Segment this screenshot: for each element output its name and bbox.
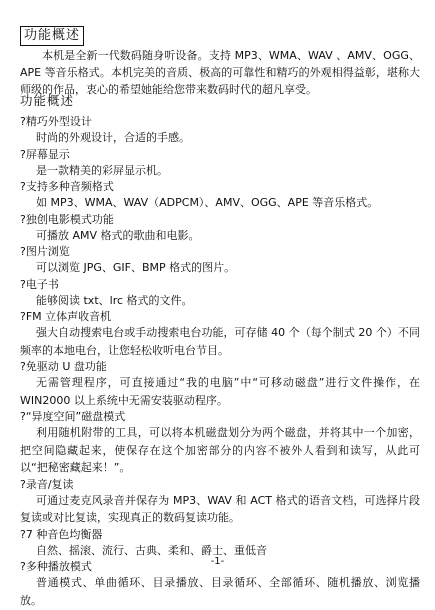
feature-description: 可通过麦克风录音并保存为 MP3、WAV 和 ACT 格式的语音文档，可选择片段复读或对比复读，实现真正的数码复读功能。 [20, 493, 420, 524]
feature-description: 可以浏览 JPG、GIF、BMP 格式的图片。 [36, 261, 236, 274]
feature-description: 是一款精美的彩屏显示机。 [36, 163, 168, 177]
feature-description: 无需管理程序，可直接通过“我的电脑”中“可移动磁盘”进行文件操作，在 WIN2000 以上系统中无需安装驱动程序。 [20, 376, 420, 407]
feature-item [20, 180, 420, 212]
feature-title: ?独创电影模式功能 [20, 212, 114, 226]
feature-item [20, 410, 420, 477]
feature-item [20, 478, 420, 527]
feature-item [20, 528, 420, 560]
feature-title: ?“异度空间”磁盘模式 [20, 410, 126, 423]
feature-description: 自然、摇滚、流行、古典、柔和、爵士、重低音 [36, 543, 267, 557]
feature-title: ?屏幕显示 [20, 147, 70, 161]
feature-item [20, 245, 420, 277]
feature-title: ?7 种音色均衡器 [20, 527, 103, 541]
page-number: -1- [210, 556, 225, 567]
feature-title: ?图片浏览 [20, 245, 70, 258]
feature-item [20, 360, 420, 409]
feature-title: ?录音/复读 [20, 477, 74, 491]
feature-item [20, 148, 420, 180]
feature-description: 普通模式、单曲循环、目录播放、目录循环、全部循环、随机播放、浏览播放。 [20, 576, 420, 607]
feature-title: ?电子书 [20, 277, 59, 291]
feature-description: 可播放 AMV 格式的歌曲和电影。 [36, 228, 200, 242]
intro-paragraph: 本机是全新一代数码随身听设备。支持 MP3、WMA、WAV 、AMV、OGG、APE 等音乐格式。本机完美的音质、极高的可靠性和精巧的外观相得益彰，堪称大师级的作品，衷心的希望她能给您带来数码时代的超凡享受。 [20, 49, 420, 96]
feature-title: ?支持多种音频格式 [20, 180, 114, 193]
section-title: 功能概述 [20, 26, 84, 46]
feature-item [20, 310, 420, 359]
feature-description: 如 MP3、WMA、WAV（ADPCM）、AMV、OGG、APE 等音乐格式。 [36, 196, 379, 209]
feature-title: ?精巧外型设计 [20, 115, 92, 128]
feature-title: ?免驱动 U 盘功能 [20, 360, 107, 373]
feature-list [20, 115, 420, 610]
feature-title: ?多种播放模式 [20, 560, 92, 573]
feature-item [20, 278, 420, 310]
feature-item [20, 213, 420, 245]
feature-description: 利用随机附带的工具，可以将本机磁盘划分为两个磁盘，并将其中一个加密，把空间隐藏起来，使保存在这个加密部分的内容不被外人看到和读写，从此可以“把秘密藏起来！”。 [20, 426, 420, 474]
feature-description: 时尚的外观设计，合适的手感。 [36, 131, 190, 144]
feature-overview-heading: 功能概述 [20, 93, 75, 108]
feature-description: 强大自动搜索电台或手动搜索电台功能，可存储 40 个（每个制式 20 个）不同频率的本地电台，让您轻松收听电台节目。 [20, 326, 420, 357]
feature-title: ?FM 立体声收音机 [20, 310, 112, 323]
feature-description: 能够阅读 txt、lrc 格式的文件。 [36, 293, 193, 307]
feature-item [20, 560, 420, 609]
feature-item [20, 115, 420, 147]
